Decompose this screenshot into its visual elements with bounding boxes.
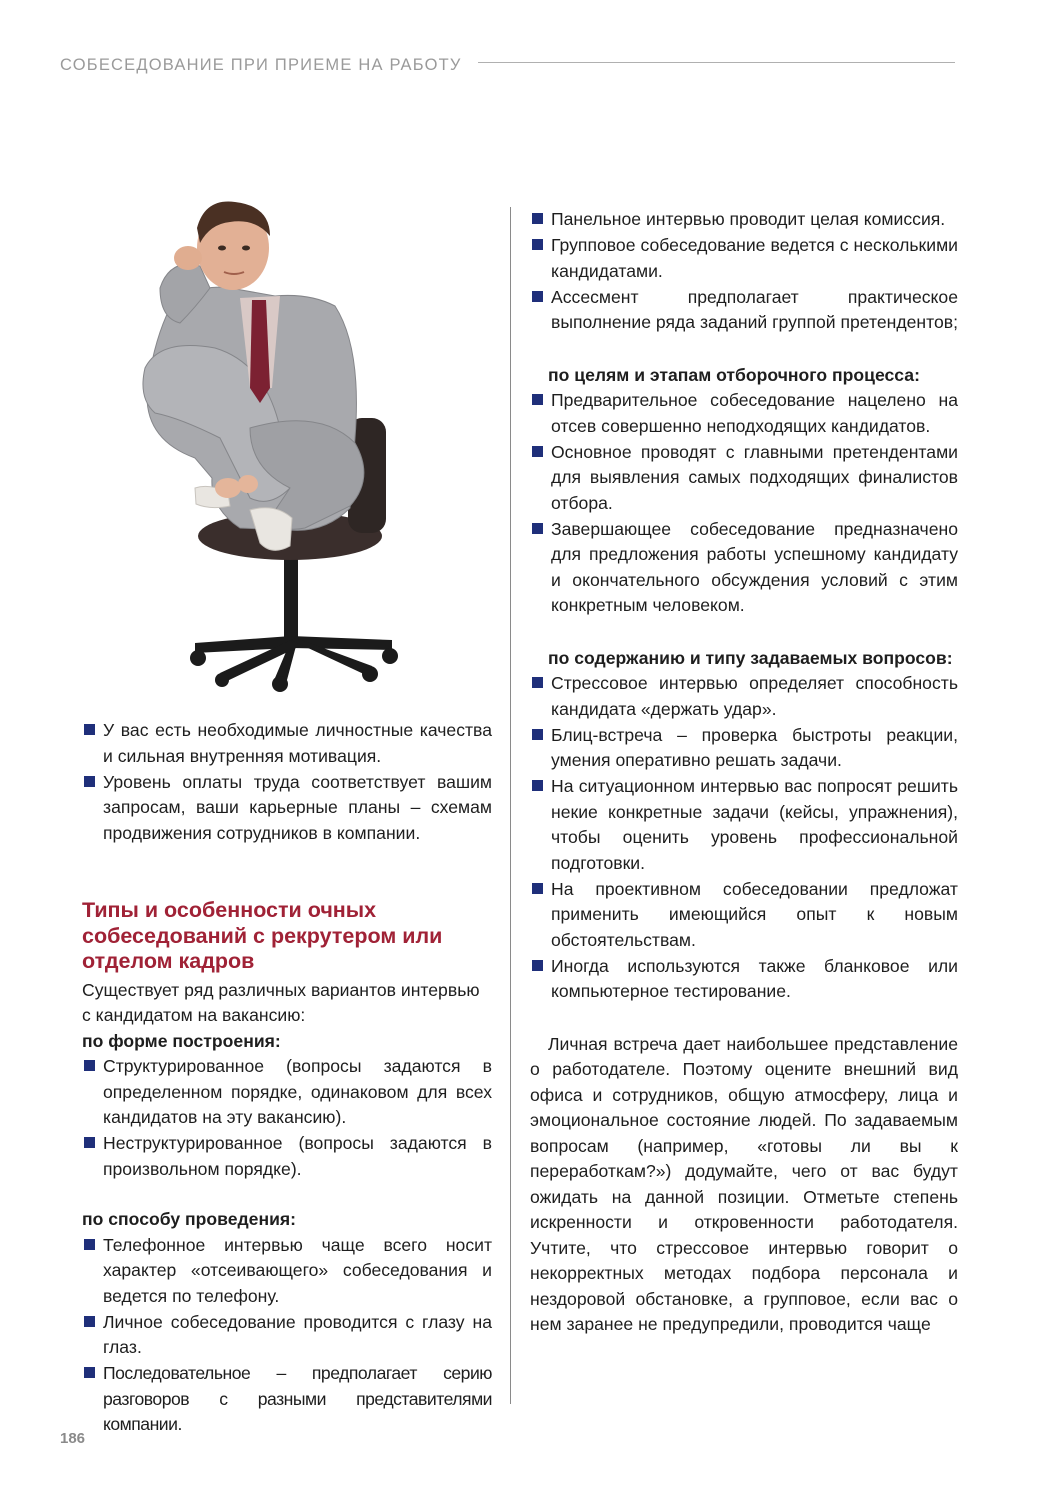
square-bullet-icon bbox=[532, 446, 543, 457]
list-item bbox=[530, 671, 958, 722]
list-item bbox=[530, 285, 958, 336]
list-item-text: Уровень оплаты труда соответствует вашим запросам, ваши карьерные планы – схемам продвижения сотрудников в компании. bbox=[103, 771, 492, 843]
list-item-text: Предварительное собеседование нацелено на отсев совершенно неподходящих кандидатов. bbox=[551, 390, 958, 436]
content-list bbox=[530, 671, 958, 1005]
list-item-text: Блиц-встреча – проверка быстроты реакции, умения оперативно решать задачи. bbox=[551, 724, 958, 770]
section-title: Типы и особенности очных собеседований с рекрутером или отделом кадров bbox=[82, 898, 443, 973]
method-heading: по способу проведения: bbox=[82, 1209, 297, 1229]
list-item-text: Неструктурированное (вопросы задаются в произвольном порядке). bbox=[103, 1133, 492, 1179]
list-item-text: Панельное интервью проводит целая комиссия. bbox=[551, 209, 946, 229]
left-column bbox=[82, 718, 492, 1438]
list-item-text: Структурированное (вопросы задаются в определенном порядке, одинаковом для всех кандидатов на эту вакансию). bbox=[103, 1056, 492, 1127]
chair-base bbox=[190, 553, 398, 692]
page-number: 186 bbox=[60, 1430, 86, 1447]
square-bullet-icon bbox=[532, 239, 543, 250]
list-item-text: На проективном собеседовании предложат применить имеющийся опыт к новым обстоятельствам. bbox=[551, 878, 958, 950]
square-bullet-icon bbox=[532, 291, 543, 302]
list-item bbox=[530, 954, 958, 1005]
list-item-text: На ситуационном интервью вас попросят решить некие конкретные задачи (кейсы, упражнения), чтобы оценить уровень профессиональной подготовки. bbox=[551, 776, 958, 873]
list-item bbox=[530, 877, 958, 954]
square-bullet-icon bbox=[84, 776, 95, 787]
intro-text: Существует ряд различных вариантов интервью с кандидатом на вакансию: bbox=[82, 979, 480, 1025]
header-rule bbox=[478, 62, 955, 63]
list-item bbox=[82, 1361, 492, 1438]
list-item-text: Телефонное интервью чаще всего носит характер «отсеивающего» собеседования и ведется по телефону. bbox=[103, 1234, 492, 1306]
list-item-text: Ассесмент предполагает практическое выполнение ряда заданий группой претендентов; bbox=[551, 286, 958, 332]
method-list bbox=[82, 1233, 492, 1438]
running-header bbox=[60, 56, 955, 80]
square-bullet-icon bbox=[532, 677, 543, 688]
square-bullet-icon bbox=[84, 724, 95, 735]
list-item bbox=[82, 1233, 492, 1310]
square-bullet-icon bbox=[84, 1316, 95, 1327]
square-bullet-icon bbox=[84, 1367, 95, 1378]
man-on-office-chair-photo bbox=[100, 188, 420, 698]
list-item-text: Завершающее собеседование предназначено для предложения работы успешному кандидату и окончательного обсуждения условий с этим конкретным человеком. bbox=[551, 518, 958, 615]
square-bullet-icon bbox=[532, 883, 543, 894]
list-item bbox=[530, 440, 958, 517]
square-bullet-icon bbox=[532, 523, 543, 534]
method-list-continued bbox=[530, 207, 958, 336]
list-item bbox=[82, 1054, 492, 1131]
intro-bullet-list bbox=[82, 718, 492, 846]
list-item bbox=[82, 1310, 492, 1361]
column-divider bbox=[510, 207, 511, 1404]
goals-list bbox=[530, 388, 958, 619]
list-item-text: У вас есть необходимые личностные качества и сильная внутренняя мотивация. bbox=[103, 720, 492, 766]
square-bullet-icon bbox=[84, 1239, 95, 1250]
closing-paragraph: Личная встреча дает наибольшее представление о работодателе. Поэтому оцените внешний вид офиса и сотрудников, общую атмосферу, лица и эмоциональное состояние людей. По задаваемым вопросам (например, «готовы ли вы к переработкам?») додумайте, чего от вас будут ожидать на данной позиции. Отметьте степень искренности и откровенности работодателя. Учтите, что стрессовое интервью говорит о некорректных методах подбора персонала и нездоровой обстановке, а групповое, если вас о нем заранее не предупредили, проводится чаще bbox=[530, 1033, 958, 1334]
list-item-text: Групповое собеседование ведется с несколькими кандидатами. bbox=[551, 235, 958, 281]
form-heading: по форме построения: bbox=[82, 1030, 281, 1051]
list-item bbox=[82, 1131, 492, 1182]
form-list bbox=[82, 1054, 492, 1182]
list-item bbox=[530, 723, 958, 774]
list-item-text: Личное собеседование проводится с глазу на глаз. bbox=[103, 1311, 492, 1357]
square-bullet-icon bbox=[532, 960, 543, 971]
square-bullet-icon bbox=[532, 213, 543, 224]
list-item-text: Последовательное – предполагает серию разговоров с разными представителями компании. bbox=[103, 1363, 492, 1434]
goals-heading: по целям и этапам отборочного процесса: bbox=[548, 364, 920, 385]
list-item bbox=[82, 770, 492, 847]
list-item bbox=[82, 718, 492, 769]
list-item bbox=[530, 517, 958, 619]
square-bullet-icon bbox=[532, 729, 543, 740]
list-item-text: Иногда используются также бланковое или компьютерное тестирование. bbox=[551, 955, 958, 1001]
list-item bbox=[530, 388, 958, 439]
square-bullet-icon bbox=[532, 394, 543, 405]
list-item-text: Основное проводят с главными претендентами для выявления самых подходящих финалистов отбора. bbox=[551, 441, 958, 513]
list-item-text: Стрессовое интервью определяет способность кандидата «держать удар». bbox=[551, 673, 958, 719]
list-item bbox=[530, 233, 958, 284]
square-bullet-icon bbox=[84, 1060, 95, 1071]
list-item bbox=[530, 774, 958, 876]
content-heading: по содержанию и типу задаваемых вопросов: bbox=[548, 647, 953, 668]
header-title: СОБЕСЕДОВАНИЕ ПРИ ПРИЕМЕ НА РАБОТУ bbox=[60, 56, 462, 74]
square-bullet-icon bbox=[84, 1137, 95, 1148]
square-bullet-icon bbox=[532, 780, 543, 791]
right-column bbox=[530, 207, 958, 1338]
list-item bbox=[530, 207, 958, 233]
